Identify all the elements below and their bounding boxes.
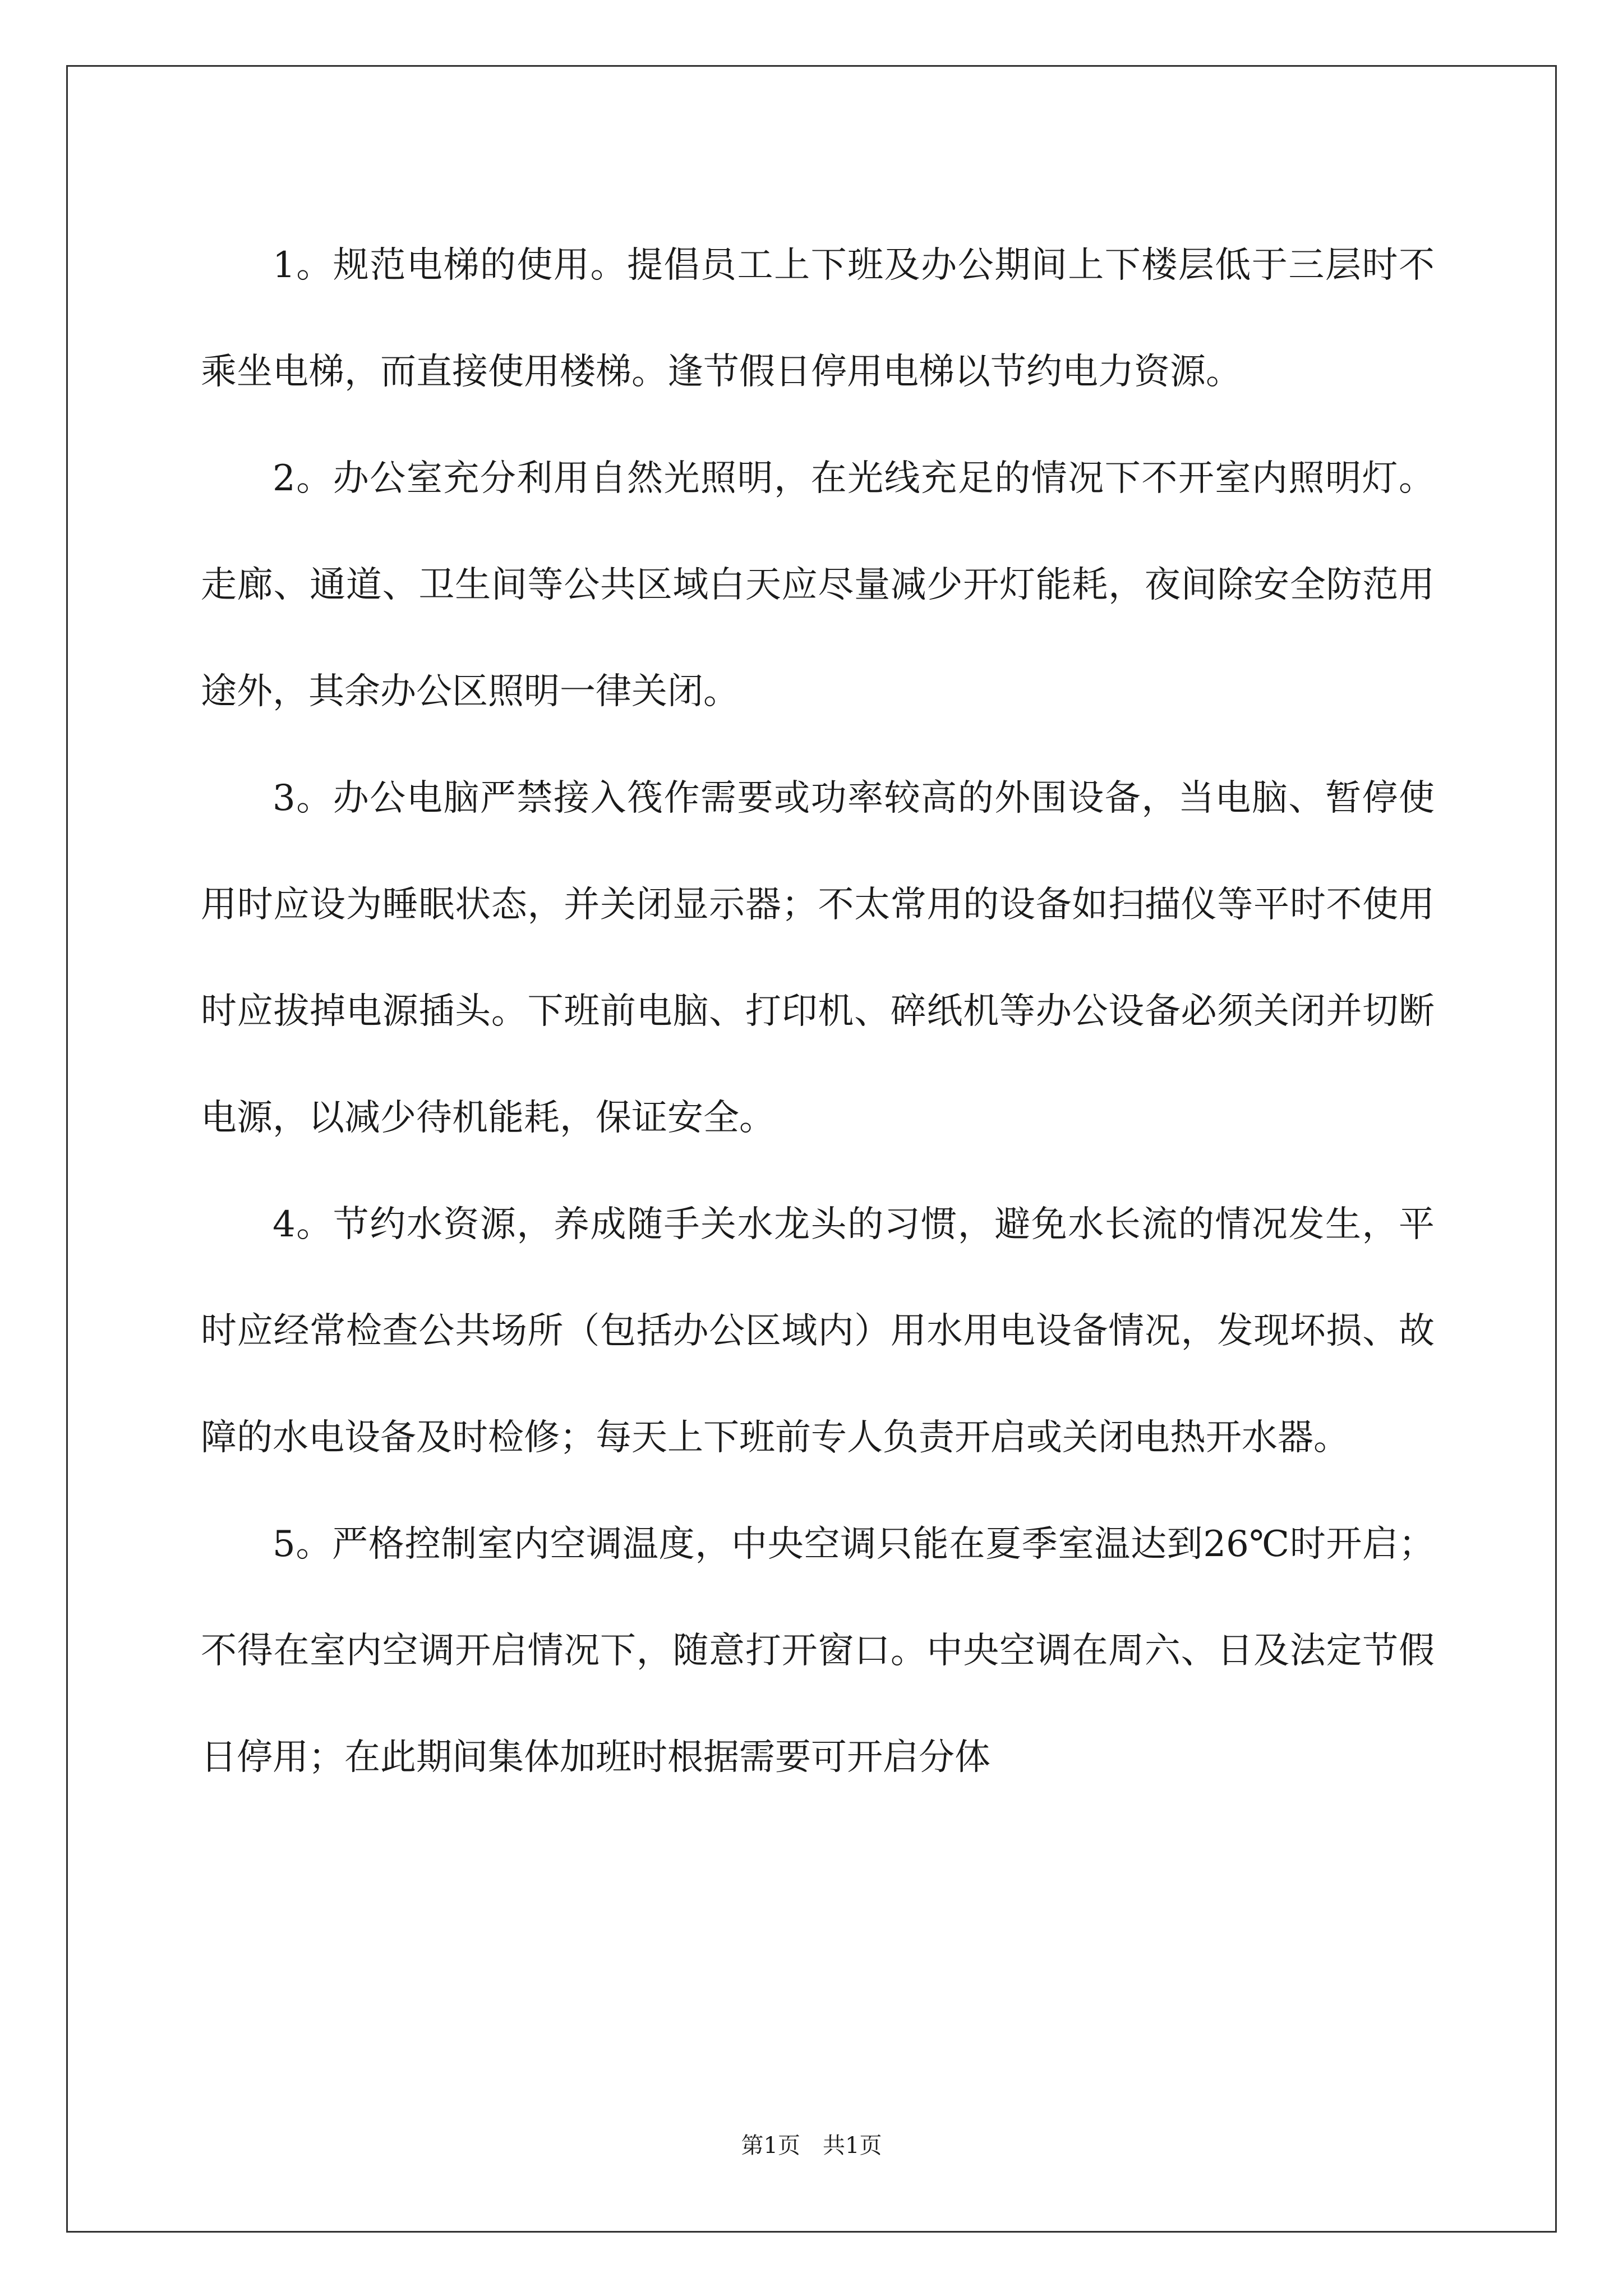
paragraph-1: 1。规范电梯的使用。提倡员工上下班及办公期间上下楼层低于三层时不乘坐电梯，而直接使用楼梯。逢节假日停用电梯以节约电力资源。: [201, 245, 1435, 393]
paragraph-3: 3。办公电脑严禁接入筏作需要或功率较高的外围设备，当电脑、暂停使用时应设为睡眠状态，并关闭显示器；不太常用的设备如扫描仪等平时不使用时应拔掉电源插头。下班前电脑、打印机、碎纸机等办公设备必须关闭并切断电源，以减少待机能耗，保证安全。: [201, 777, 1435, 1139]
paragraph-5: 5。严格控制室内空调温度，中央空调只能在夏季室温达到26℃时开启；不得在室内空调开启情况下，随意打开窗口。中央空调在周六、日及法定节假日停用；在此期间集体加班时根据需要可开启分体: [201, 1524, 1435, 1778]
paragraph-4: 4。节约水资源，养成随手关水龙头的习惯，避免水长流的情况发生，平时应经常检查公共场所（包括办公区域内）用水用电设备情况，发现坏损、故障的水电设备及时检修；每天上下班前专人负责开启或关闭电热开水器。: [201, 1204, 1435, 1458]
document-body: [201, 212, 1435, 1811]
page-footer: 第1页 共1页: [741, 2133, 882, 2159]
paragraph-2: 2。办公室充分利用自然光照明，在光线充足的情况下不开室内照明灯。走廊、通道、卫生间等公共区域白天应尽量减少开灯能耗，夜间除安全防范用途外，其余办公区照明一律关闭。: [201, 458, 1435, 712]
